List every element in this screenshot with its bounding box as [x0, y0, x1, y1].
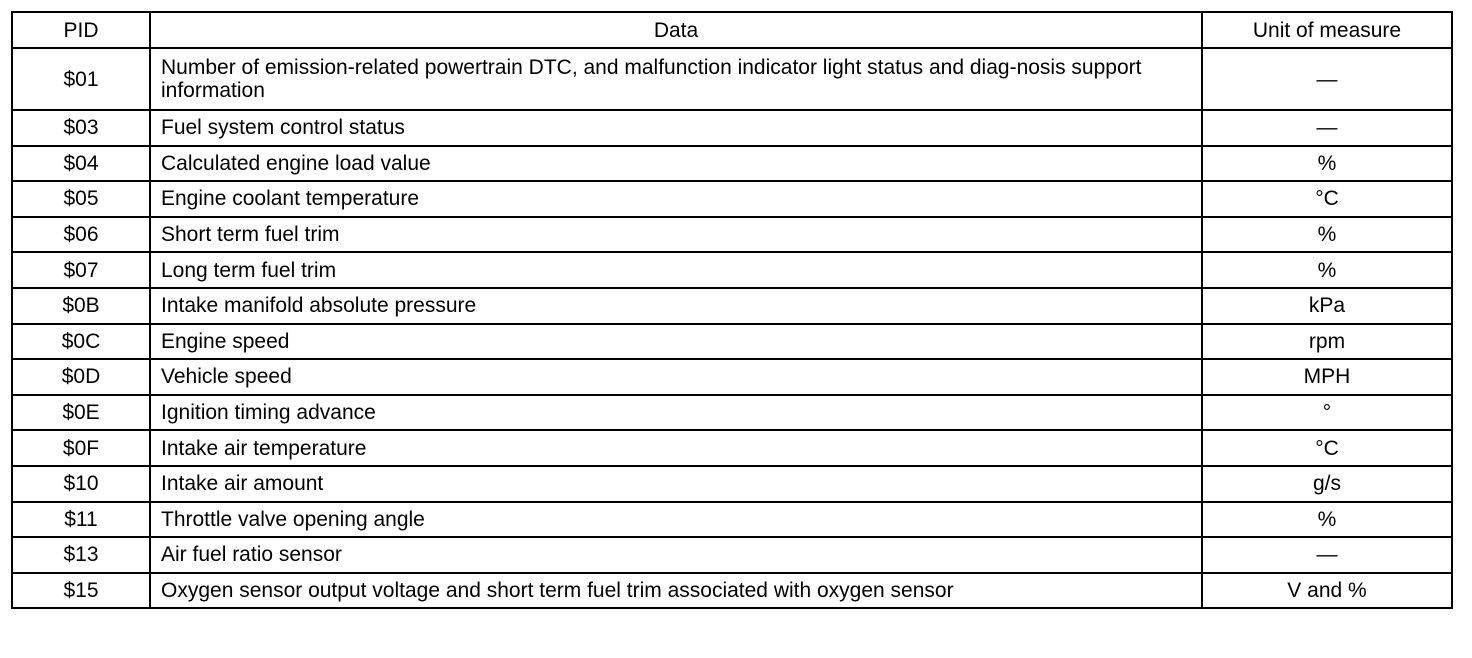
cell-unit: g/s: [1202, 466, 1452, 502]
cell-data: Long term fuel trim: [150, 252, 1202, 288]
cell-data: Ignition timing advance: [150, 395, 1202, 431]
cell-unit: rpm: [1202, 324, 1452, 360]
cell-unit: —: [1202, 537, 1452, 573]
cell-unit: %: [1202, 217, 1452, 253]
table-row: [12, 395, 1452, 431]
cell-pid: $01: [12, 48, 150, 110]
cell-pid: $0F: [12, 430, 150, 466]
cell-pid: $15: [12, 573, 150, 609]
cell-data: Short term fuel trim: [150, 217, 1202, 253]
cell-unit: °C: [1202, 430, 1452, 466]
table-row: [12, 430, 1452, 466]
table-row: [12, 537, 1452, 573]
cell-pid: $03: [12, 110, 150, 146]
pid-table: [11, 11, 1453, 609]
cell-data: Calculated engine load value: [150, 146, 1202, 182]
cell-data: Engine speed: [150, 324, 1202, 360]
table-header: [12, 12, 1452, 48]
cell-pid: $10: [12, 466, 150, 502]
table-row: [12, 324, 1452, 360]
table-row: [12, 146, 1452, 182]
header-data: Data: [150, 12, 1202, 48]
cell-data: Oxygen sensor output voltage and short term fuel trim associated with oxygen sensor: [150, 573, 1202, 609]
cell-unit: %: [1202, 252, 1452, 288]
cell-unit: MPH: [1202, 359, 1452, 395]
cell-unit: %: [1202, 502, 1452, 538]
cell-unit: °C: [1202, 181, 1452, 217]
cell-pid: $0C: [12, 324, 150, 360]
table-row: [12, 252, 1452, 288]
cell-unit: %: [1202, 146, 1452, 182]
cell-data: Air fuel ratio sensor: [150, 537, 1202, 573]
table-row: [12, 502, 1452, 538]
header-unit: Unit of measure: [1202, 12, 1452, 48]
cell-pid: $07: [12, 252, 150, 288]
cell-data: Vehicle speed: [150, 359, 1202, 395]
cell-data: Throttle valve opening angle: [150, 502, 1202, 538]
cell-data: Fuel system control status: [150, 110, 1202, 146]
table-row: [12, 48, 1452, 110]
cell-pid: $13: [12, 537, 150, 573]
cell-unit: —: [1202, 110, 1452, 146]
cell-data: Engine coolant temperature: [150, 181, 1202, 217]
cell-pid: $05: [12, 181, 150, 217]
table-row: [12, 359, 1452, 395]
cell-data: Intake air amount: [150, 466, 1202, 502]
cell-pid: $11: [12, 502, 150, 538]
cell-pid: $0E: [12, 395, 150, 431]
cell-data: Number of emission-related powertrain DTC, and malfunction indicator light status and diag-nosis support information: [150, 48, 1202, 110]
cell-unit: —: [1202, 48, 1452, 110]
cell-data: Intake air temperature: [150, 430, 1202, 466]
header-pid: PID: [12, 12, 150, 48]
cell-pid: $04: [12, 146, 150, 182]
cell-pid: $0D: [12, 359, 150, 395]
table-row: [12, 466, 1452, 502]
cell-pid: $06: [12, 217, 150, 253]
cell-unit: °: [1202, 395, 1452, 431]
cell-unit: kPa: [1202, 288, 1452, 324]
table-row: [12, 181, 1452, 217]
table-row: [12, 573, 1452, 609]
table-row: [12, 110, 1452, 146]
cell-data: Intake manifold absolute pressure: [150, 288, 1202, 324]
header-row: [12, 12, 1452, 48]
cell-unit: V and %: [1202, 573, 1452, 609]
cell-pid: $0B: [12, 288, 150, 324]
table-row: [12, 288, 1452, 324]
table-body: [12, 48, 1452, 608]
table-row: [12, 217, 1452, 253]
